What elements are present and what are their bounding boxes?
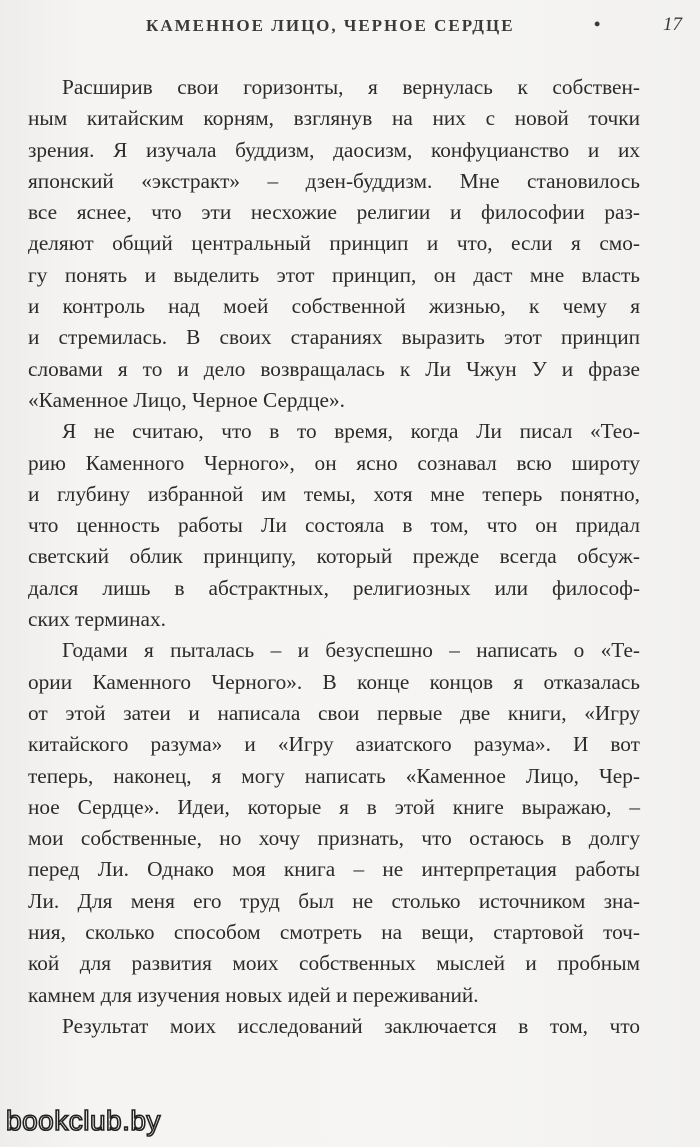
text-line: дался лишь в абстрактных, религиозных или философ- (28, 575, 640, 600)
running-header-title: КАМЕННОЕ ЛИЦО, ЧЕРНОЕ СЕРДЦЕ (146, 16, 515, 35)
text-line: и глубину избранной им темы, хотя мне теперь понятно, (28, 481, 640, 506)
text-line: ным китайским корням, взглянув на них с новой точки (28, 106, 640, 131)
text-line: камнем для изучения новых идей и переживаний. (28, 982, 479, 1007)
header-bullet: • (594, 14, 603, 34)
text-line: что ценность работы Ли состояла в том, что он придал (28, 513, 640, 538)
text-line: Я не считаю, что в то время, когда Ли писал «Тео- (62, 419, 640, 444)
text-line: зрения. Я изучала буддизм, даосизм, конфуцианство и их (28, 137, 640, 162)
text-line: «Каменное Лицо, Черное Сердце». (28, 387, 345, 412)
watermark-logo: bookclub.by (6, 1105, 161, 1136)
body-text (28, 72, 640, 1042)
paragraph-1 (28, 72, 640, 416)
text-line: кой для развития моих собственных мыслей и пробным (28, 951, 640, 976)
text-line: ории Каменного Черного». В конце концов я отказалась (28, 669, 640, 694)
text-line: Годами я пыталась – и безуспешно – написать о «Те- (62, 638, 640, 663)
text-line: деляют общий центральный принцип и что, если я смо- (28, 231, 640, 256)
running-header (146, 16, 682, 40)
text-line: японский «экстракт» – дзен-буддизм. Мне становилось (28, 168, 640, 193)
text-line: Расширив свои горизонты, я вернулась к собствен- (62, 75, 640, 99)
text-line: все яснее, что эти несхожие религии и философии раз- (28, 200, 640, 225)
text-line: ния, сколько способом смотреть на вещи, стартовой точ- (28, 920, 640, 945)
text-line: гу понять и выделить этот принцип, он даст мне власть (28, 262, 640, 287)
text-line: ное Сердце». Идеи, которые я в этой книге выражаю, – (28, 794, 640, 819)
text-line: и контроль над моей собственной жизнью, к чему я (28, 294, 640, 319)
paragraph-3 (28, 635, 640, 1011)
paragraph-2 (28, 416, 640, 635)
text-line: китайского разума» и «Игру азиатского разума». И вот (28, 732, 640, 757)
text-line: словами я то и дело возвращалась к Ли Чжун У и фразе (28, 356, 640, 381)
text-line: Результат моих исследований заключается в том, что (62, 1013, 640, 1038)
page-number: 17 (663, 14, 682, 35)
text-line: Ли. Для меня его труд был не столько источником зна- (28, 888, 640, 913)
text-line: ских терминах. (28, 607, 166, 632)
paragraph-4 (28, 1011, 640, 1042)
text-line: мои собственные, но хочу признать, что остаюсь в долгу (28, 826, 640, 851)
text-line: светский облик принципу, который прежде всегда обсуж- (28, 544, 640, 569)
text-line: от этой затеи и написала свои первые две книги, «Игру (28, 700, 640, 725)
text-line: теперь, наконец, я могу написать «Каменное Лицо, Чер- (28, 763, 640, 788)
text-line: и стремилась. В своих стараниях выразить этот принцип (28, 325, 640, 350)
text-line: перед Ли. Однако моя книга – не интерпретация работы (28, 857, 640, 882)
text-line: рию Каменного Черного», он ясно сознавал всю широту (28, 450, 640, 475)
